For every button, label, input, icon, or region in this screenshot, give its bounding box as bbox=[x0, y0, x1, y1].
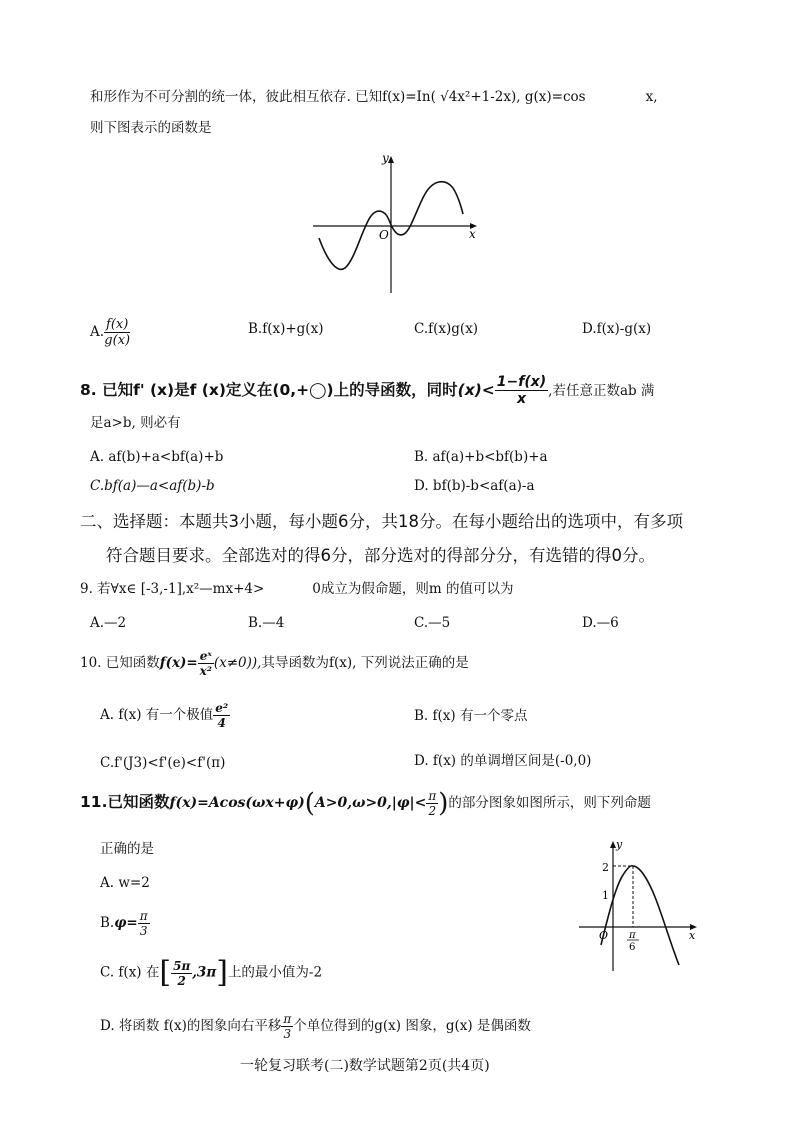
graph1-origin: O bbox=[379, 228, 389, 242]
graph2-origin: O bbox=[599, 929, 609, 942]
q9-option-d[interactable]: D.—6 bbox=[582, 615, 619, 631]
intro-line-1 bbox=[90, 91, 657, 105]
q10-option-b[interactable]: B. f(x) 有一个零点 bbox=[414, 708, 528, 724]
q9-stem bbox=[80, 583, 513, 597]
q8-stem-a: 8. 已知f' (x)是f (x)定义在(0,+◯)上的导函数，同时 bbox=[80, 381, 458, 399]
q11-option-b-fraction bbox=[138, 910, 150, 937]
q9-option-b[interactable]: B.—4 bbox=[248, 615, 285, 631]
intro-line-1-b: x, bbox=[645, 89, 658, 105]
q10-option-a-fraction bbox=[213, 702, 230, 729]
q7-option-c[interactable]: C.f(x)g(x) bbox=[414, 321, 479, 337]
q8-frac-den: x bbox=[516, 391, 526, 407]
q8-option-c[interactable]: C.bf(a)—a<af(b)-b bbox=[90, 478, 215, 494]
q11-paren-left: ( bbox=[304, 788, 315, 819]
q7-option-a-fraction bbox=[104, 318, 130, 347]
page-footer: 一轮复习联考(二)数学试题第2页(共4页) bbox=[240, 1058, 490, 1074]
q7-option-a-prefix: A. bbox=[90, 324, 105, 340]
q11-cond-fraction bbox=[426, 790, 438, 817]
intro-line-2: 则下图表示的函数是 bbox=[90, 120, 212, 136]
q10-option-a-text-b: 值 bbox=[199, 707, 214, 723]
q11-option-c-num: 5π bbox=[173, 958, 191, 973]
q10-stem-b: 其导函数为f(x), 下列说法正确的是 bbox=[261, 655, 469, 671]
q11-option-d-num: π bbox=[283, 1012, 292, 1026]
q7-option-d[interactable]: D.f(x)-g(x) bbox=[582, 321, 652, 337]
q11-option-c-prefix: C. f(x) 在 bbox=[100, 964, 160, 981]
q10-func-right: (x≠0)), bbox=[213, 655, 262, 671]
q11-option-b-num: π bbox=[139, 909, 148, 923]
q7-option-a-num: f(x) bbox=[106, 317, 129, 332]
q10-option-a-text: A. f(x) 有一个极 bbox=[100, 707, 200, 723]
function-graph-2 bbox=[575, 835, 705, 975]
q10-func-num: eˣ bbox=[199, 649, 212, 663]
graph1-y-arrow bbox=[388, 156, 394, 163]
section-2-line-1: 二、选择题：本题共3小题，每小题6分，共18分。在每小题给出的选项中，有多项 bbox=[80, 512, 683, 531]
q11-stem bbox=[80, 790, 651, 817]
q11-option-d-text-b: 个单位得到的g(x) 图象，g(x) 是偶函数 bbox=[293, 1018, 531, 1034]
q11-option-c-suffix: 上的最小值为-2 bbox=[227, 964, 323, 981]
q11-option-c-bracket-right: ] bbox=[216, 955, 228, 990]
q8-option-a[interactable]: A. af(b)+a<bf(a)+b bbox=[90, 449, 224, 465]
q11-paren-right: ) bbox=[438, 788, 449, 819]
q11-cond: A>0,ω>0,|φ|< bbox=[314, 795, 427, 811]
q11-option-c-mid: ,3π bbox=[192, 964, 217, 981]
q8-frac-num: 1−f(x) bbox=[496, 374, 547, 390]
q11-option-c-bracket-left: [ bbox=[159, 955, 172, 990]
graph1-x-label: x bbox=[469, 227, 476, 241]
q11-option-c-fraction bbox=[171, 960, 192, 987]
q11-option-b[interactable] bbox=[100, 910, 150, 937]
q10-stem-a: 10. 已知函数 bbox=[80, 655, 160, 671]
q7-option-a-den: g(x) bbox=[104, 333, 131, 348]
q10-option-a[interactable] bbox=[100, 702, 230, 729]
q9-option-a[interactable]: A.—2 bbox=[90, 615, 127, 631]
section-2-line-2: 符合题目要求。全部选对的得6分，部分选对的得部分分，有选错的得0分。 bbox=[106, 546, 655, 565]
q11-stem-a: 11.已知函数 bbox=[80, 793, 170, 811]
q11-option-b-phi: φ= bbox=[114, 915, 138, 931]
q9-stem-a: 9. 若∀x∈ [-3,-1],x²—mx+4> bbox=[80, 581, 265, 597]
q11-option-d-text-a: D. 将函数 f(x)的图象向右平移 bbox=[100, 1018, 282, 1034]
q11-option-b-den: 3 bbox=[139, 924, 148, 938]
graph2-tick-x-num: π bbox=[629, 930, 636, 941]
q8-fraction bbox=[495, 375, 548, 406]
q11-stem-line-2: 正确的是 bbox=[100, 841, 154, 857]
q8-stem-line-1 bbox=[80, 375, 654, 406]
q11-option-b-prefix: B. bbox=[100, 915, 115, 931]
q8-stem-b: ,若任意正数ab 满 bbox=[548, 383, 655, 399]
q10-func-left: f(x)= bbox=[159, 655, 198, 671]
q11-stem-b: 的部分图象如图所示，则下列命题 bbox=[448, 795, 651, 811]
q10-option-c[interactable]: C.f'(J3)<f'(e)<f'(π) bbox=[100, 755, 226, 771]
q8-option-b[interactable]: B. af(a)+b<bf(b)+a bbox=[414, 449, 548, 465]
q10-option-a-den: 4 bbox=[217, 716, 226, 730]
q8-stem-line-2: 足a>b, 则必有 bbox=[90, 415, 181, 431]
q11-cond-num: π bbox=[428, 789, 437, 803]
q11-option-c[interactable] bbox=[100, 955, 323, 990]
graph2-tick-x-den: 6 bbox=[629, 942, 636, 953]
function-graph-1 bbox=[305, 148, 485, 298]
graph2-x-label: x bbox=[689, 929, 696, 942]
intro-line-1-a: 和形作为不可分割的统一体，彼此相互依存. 已知f(x)=In( √4x²+1-2x), g(x)=cos bbox=[90, 89, 586, 105]
q11-option-c-den: 2 bbox=[177, 973, 186, 988]
q10-stem bbox=[80, 650, 469, 677]
q8-option-d[interactable]: D. bf(b)-b<af(a)-a bbox=[414, 478, 535, 494]
graph2-y-label: y bbox=[616, 838, 623, 851]
q10-option-d[interactable]: D. f(x) 的单调增区间是(-0,0) bbox=[414, 753, 592, 769]
q7-option-b[interactable]: B.f(x)+g(x) bbox=[248, 321, 324, 337]
q11-cond-den: 2 bbox=[428, 804, 437, 818]
q11-func: f(x)=Acos(ωx+φ) bbox=[169, 795, 305, 811]
q8-cond-left: (x)< bbox=[457, 381, 495, 399]
q10-func-den: x² bbox=[199, 664, 212, 678]
q11-option-a[interactable]: A. w=2 bbox=[100, 875, 150, 891]
q11-option-d-fraction bbox=[281, 1013, 293, 1040]
q10-func-fraction bbox=[198, 650, 214, 677]
q9-stem-b: 0成立为假命题，则m 的值可以为 bbox=[312, 581, 514, 597]
q7-option-a[interactable] bbox=[90, 318, 130, 347]
q10-option-a-num: e² bbox=[215, 701, 229, 715]
q11-option-d[interactable] bbox=[100, 1013, 531, 1040]
graph2-tick-1: 1 bbox=[602, 889, 609, 902]
graph1-y-label: y bbox=[382, 151, 389, 165]
q9-option-c[interactable]: C.—5 bbox=[414, 615, 451, 631]
q11-option-d-den: 3 bbox=[283, 1027, 292, 1041]
graph2-tick-2: 2 bbox=[602, 861, 609, 874]
